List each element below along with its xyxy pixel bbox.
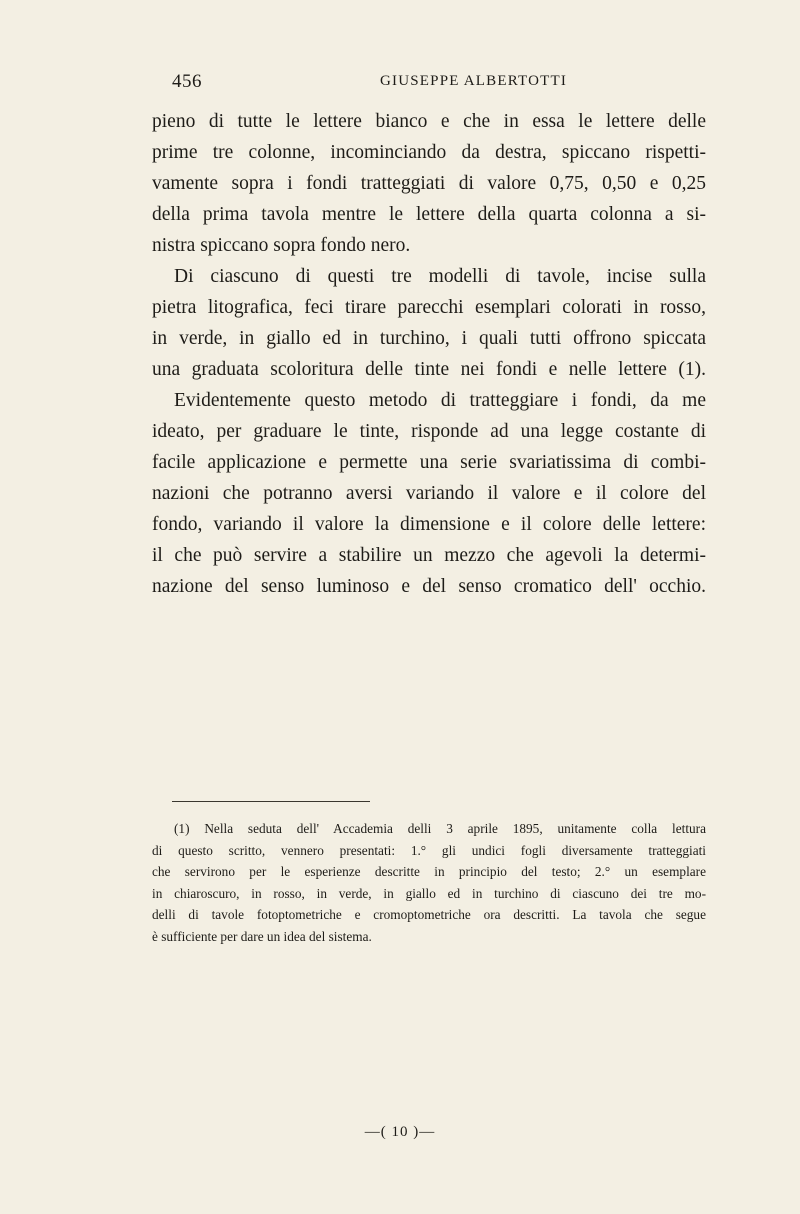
- footnote-line: (1) Nella seduta dell' Accademia delli 3 aprile 1895, unitamente colla lettura: [174, 821, 706, 836]
- body-line: una graduata scoloritura delle tinte nei fondi e nelle lettere (1).: [152, 359, 706, 380]
- running-head-author: GIUSEPPE ALBERTOTTI: [380, 73, 568, 89]
- body-line: della prima tavola mentre le lettere della quarta colonna a si-: [152, 204, 706, 225]
- body-text: [152, 106, 706, 602]
- body-line: vamente sopra i fondi tratteggiati di valore 0,75, 0,50 e 0,25: [152, 173, 706, 194]
- body-line: in verde, in giallo ed in turchino, i quali tutti offrono spiccata: [152, 328, 706, 349]
- body-line: nazioni che potranno aversi variando il valore e il colore del: [152, 483, 706, 504]
- body-line: nistra spiccano sopra fondo nero.: [152, 235, 411, 256]
- body-line: pieno di tutte le lettere bianco e che in essa le lettere delle: [152, 111, 706, 132]
- body-line: fondo, variando il valore la dimensione e il colore delle lettere:: [152, 514, 706, 535]
- page-number: 456: [172, 71, 202, 92]
- body-line: nazione del senso luminoso e del senso cromatico dell' occhio.: [152, 576, 706, 597]
- footnote-line: è sufficiente per dare un idea del sistema.: [152, 928, 372, 944]
- body-line: prime tre colonne, incominciando da destra, spiccano rispetti-: [152, 142, 706, 163]
- sheet-number: —( 10 )—: [364, 1124, 436, 1140]
- body-line: il che può servire a stabilire un mezzo che agevoli la determi-: [152, 545, 706, 566]
- footnote-line: in chiaroscuro, in rosso, in verde, in giallo ed in turchino di ciascuno dei tre mo-: [152, 885, 706, 901]
- footnote: [152, 818, 706, 947]
- body-line: Evidentemente questo metodo di tratteggiare i fondi, da me: [174, 390, 706, 411]
- footnote-line: di questo scritto, vennero presentati: 1.° gli undici fogli diversamente tratteggiati: [152, 842, 706, 858]
- body-line: pietra litografica, feci tirare parecchi esemplari colorati in rosso,: [152, 297, 706, 318]
- footnote-line: che servirono per le esperienze descritte in principio del testo; 2.° un esemplare: [152, 864, 706, 879]
- body-line: facile applicazione e permette una serie svariatissima di combi-: [152, 452, 706, 473]
- body-line: Di ciascuno di questi tre modelli di tavole, incise sulla: [174, 266, 706, 287]
- body-line: ideato, per graduare le tinte, risponde ad una legge costante di: [152, 421, 706, 442]
- footnote-rule: [172, 801, 370, 802]
- footnote-line: delli di tavole fotoptometriche e cromoptometriche ora descritti. La tavola che segue: [152, 907, 706, 922]
- running-head: [172, 71, 692, 99]
